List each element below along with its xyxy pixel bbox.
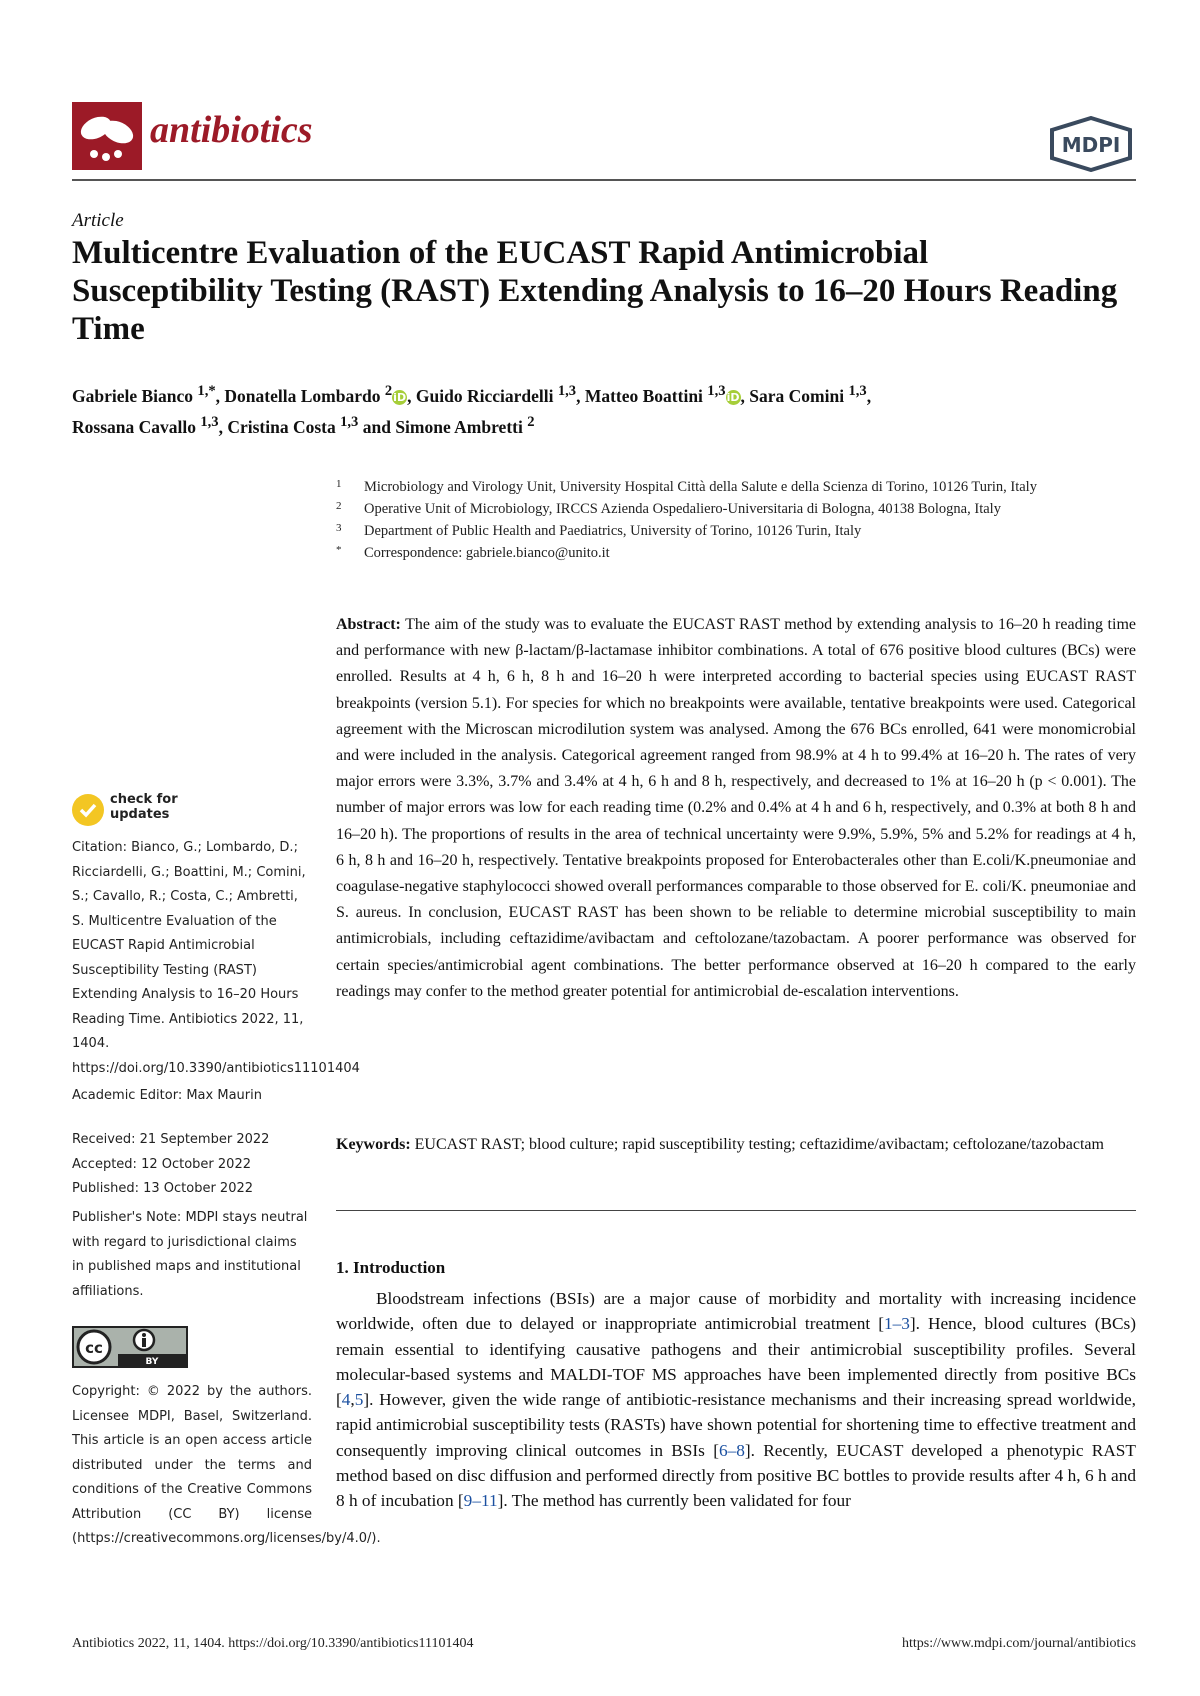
publishers-note: Publisher's Note: MDPI stays neutral with regard to jurisdictional claims in published maps and institutional affiliations.	[72, 1210, 308, 1299]
author-name: Guido Ricciardelli	[415, 385, 558, 406]
author-affiliation-marker: 1,3	[557, 383, 577, 399]
checkmark-icon	[72, 794, 104, 826]
author-affiliation-marker: 2	[527, 413, 535, 430]
academic-editor: Academic Editor: Max Maurin	[72, 1088, 262, 1103]
accepted-date: Accepted: 12 October 2022	[72, 1156, 251, 1172]
affiliation-item	[336, 498, 1136, 520]
affiliation-marker: 1	[336, 478, 342, 490]
svg-text:cc: cc	[85, 1339, 103, 1357]
author-name: Rossana Cavallo	[72, 416, 201, 437]
affiliation-text: Department of Public Health and Paediatrics, University of Torino, 10126 Turin, Italy	[364, 523, 862, 539]
author-affiliation-marker: 1,3	[707, 383, 726, 399]
author-affiliation-marker: 1,3	[200, 413, 219, 430]
intro-heading: 1. Introduction	[336, 1258, 446, 1277]
footer-citation: Antibiotics 2022, 11, 1404. https://doi.org/10.3390/antibiotics11101404	[72, 1636, 474, 1651]
citation-link[interactable]: 9–11	[463, 1491, 498, 1511]
affiliation-marker: 2	[336, 500, 342, 512]
header-divider	[72, 179, 1136, 181]
citation-link[interactable]: 4	[341, 1390, 351, 1410]
publisher-name: MDPI	[1061, 133, 1121, 157]
publication-dates	[72, 1128, 312, 1202]
article-title: Multicentre Evaluation of the EUCAST Rapid Antimicrobial Susceptibility Testing (RAST) Extending Analysis to 16–20 Hours Reading Time	[72, 235, 1118, 347]
author-name: Gabriele Bianco	[72, 385, 198, 406]
affiliation-text: Correspondence: gabriele.bianco@unito.it	[364, 545, 610, 561]
cc-by-license-icon[interactable]	[72, 1326, 188, 1368]
journal-name: antibiotics	[150, 109, 313, 151]
citation-link[interactable]: 1–3	[883, 1314, 910, 1334]
citation-link[interactable]: 6–8	[718, 1440, 745, 1460]
footer-journal-url[interactable]: https://www.mdpi.com/journal/antibiotics	[902, 1636, 1136, 1651]
affiliation-text: Microbiology and Virology Unit, University Hospital Città della Salute e della Scienza di Torino, 10126 Turin, Italy	[364, 479, 1037, 495]
author-name: Donatella Lombardo	[224, 385, 385, 406]
author-name: Simone Ambretti	[395, 416, 528, 437]
author-name: Cristina Costa	[227, 416, 341, 437]
journal-logo-icon	[72, 102, 142, 170]
affiliation-item	[336, 476, 1136, 498]
affiliation-marker: *	[336, 544, 342, 556]
author-affiliation-marker: 1,3	[340, 413, 359, 430]
article-type: Article	[72, 210, 124, 231]
copyright-notice: Copyright: © 2022 by the authors. Licensee MDPI, Basel, Switzerland. This article is an open access article distributed under the terms and conditions of the Creative Commons Attribution (CC BY) license (https://creativecommons.org/licenses/by/4.0/).	[72, 1384, 381, 1546]
orcid-icon[interactable]: iD	[726, 390, 740, 404]
section-divider	[336, 1210, 1136, 1211]
affiliations	[336, 476, 1136, 564]
author-affiliation-marker: 1,*	[197, 383, 216, 399]
keywords-text: EUCAST RAST; blood culture; rapid susceptibility testing; ceftazidime/avibactam; ceftolozane/tazobactam	[414, 1136, 1104, 1153]
intro-paragraph: Bloodstream infections (BSIs) are a major cause of morbidity and mortality with increasing incidence worldwide, often due to delayed or inappropriate antimicrobial treatment [1–3]. Hence, blood cultures (BCs) remain essential to identifying causative pathogens and their antimicrobial susceptibility profiles. Several molecular-based systems and MALDI-TOF MS approaches have been implemented directly from positive BCs [4,5]. However, given the wide range of antibiotic-resistance mechanisms and their increasing spread worldwide, rapid antimicrobial susceptibility tests (RASTs) have shown potential for shortening time to effective treatment and consequently improving clinical outcomes in BSIs [6–8]. Recently, EUCAST developed a phenotypic RAST method based on disc diffusion and performed directly from positive BC bottles to provide results after 4 h, 6 h and 8 h of incubation [9–11]. The method has currently been validated for four	[336, 1289, 1136, 1511]
check-for-updates-badge[interactable]	[72, 790, 192, 830]
author-list: Gabriele Bianco $^{1,*}$, Donatella Lombardo $^2$iD, Guido Ricciardelli $^{1,3}$, Matteo Boattini $^{1,3}$iD, Sara Comini $^{1,3}$, Rossana Cavallo $^{1,3}$, Cristina Costa $^{1,3}$ and Simone Ambretti $^2$	[72, 383, 872, 437]
citation-block: Citation: Bianco, G.; Lombardo, D.; Ricciardelli, G.; Boattini, M.; Comini, S.; Cavallo, R.; Costa, C.; Ambretti, S. Multicentre Evaluation of the EUCAST Rapid Antimicrobial Susceptibility Testing (RAST) Extending Analysis to 16–20 Hours Reading Time. Antibiotics 2022, 11, 1404. https://doi.org/10.3390/antibiotics11101404	[72, 840, 360, 1076]
published-date: Published: 13 October 2022	[72, 1181, 254, 1196]
received-date: Received: 21 September 2022	[72, 1132, 270, 1147]
orcid-icon[interactable]: iD	[393, 390, 407, 404]
mdpi-logo-icon[interactable]	[1048, 116, 1134, 172]
affiliation-marker: 3	[336, 522, 342, 534]
author-name: Matteo Boattini	[584, 385, 708, 406]
author-name: Sara Comini	[749, 385, 849, 406]
abstract-text: The aim of the study was to evaluate the EUCAST RAST method by extending analysis to 16–20 h reading time and performance with new β-lactam/β-lactamase inhibitor combinations. A total of 676 positive blood cultures (BCs) were enrolled. Results at 4 h, 6 h, 8 h and 16–20 h were interpreted according to bacterial species using EUCAST RAST breakpoints (version 5.1). For species for which no breakpoints were available, tentative breakpoints were used. Categorical agreement with the Microscan microdilution system was analysed. Among the 676 BCs enrolled, 641 were monomicrobial and were included in the analysis. Categorical agreement ranged from 98.9% at 4 h to 99.4% at 16–20 h. The rates of very major errors were 3.3%, 3.7% and 3.4% at 4 h, 6 h and 8 h, respectively, and decreased to 1% at 16–20 h (p < 0.001). The number of major errors was low for each reading time (0.2% and 0.4% at 4 h and 6 h, respectively, and 0.3% at both 8 h and 16–20 h). The proportions of results in the area of technical uncertainty were 9.9%, 5.9%, 5% and 5.2% for readings at 4 h, 6 h, 8 h and 16–20 h, respectively. Tentative breakpoints proposed for Enterobacterales other than E.coli/K.pneumoniae and coagulase-negative staphylococci showed overall performances comparable to those observed for E. coli/K. pneumoniae and S. aureus. In conclusion, EUCAST RAST has been shown to be reliable to determine microbial susceptibility to main antimicrobials, including ceftazidime/avibactam and ceftolozane/tazobactam. A poorer performance was observed for certain species/antimicrobial agent combinations. The better performance observed at 16–20 h compared to the early readings may confer to the method greater potential for antimicrobial de-escalation interventions.	[336, 616, 1136, 1000]
affiliation-text: Operative Unit of Microbiology, IRCCS Azienda Ospedaliero-Universitaria di Bologna, 40138 Bologna, Italy	[364, 501, 1001, 517]
keywords-label: Keywords:	[336, 1136, 411, 1153]
citation-link[interactable]: 5	[354, 1390, 364, 1410]
check-for-updates-label: check for updates	[110, 792, 178, 822]
keywords	[336, 1132, 1136, 1158]
affiliation-item	[336, 520, 1136, 542]
affiliation-item	[336, 542, 1136, 564]
cc-by-label: BY	[145, 1357, 159, 1367]
author-affiliation-marker: 1,3	[848, 383, 867, 399]
abstract	[336, 612, 1136, 1005]
abstract-label: Abstract:	[336, 616, 401, 633]
author-affiliation-marker: 2	[384, 383, 393, 399]
